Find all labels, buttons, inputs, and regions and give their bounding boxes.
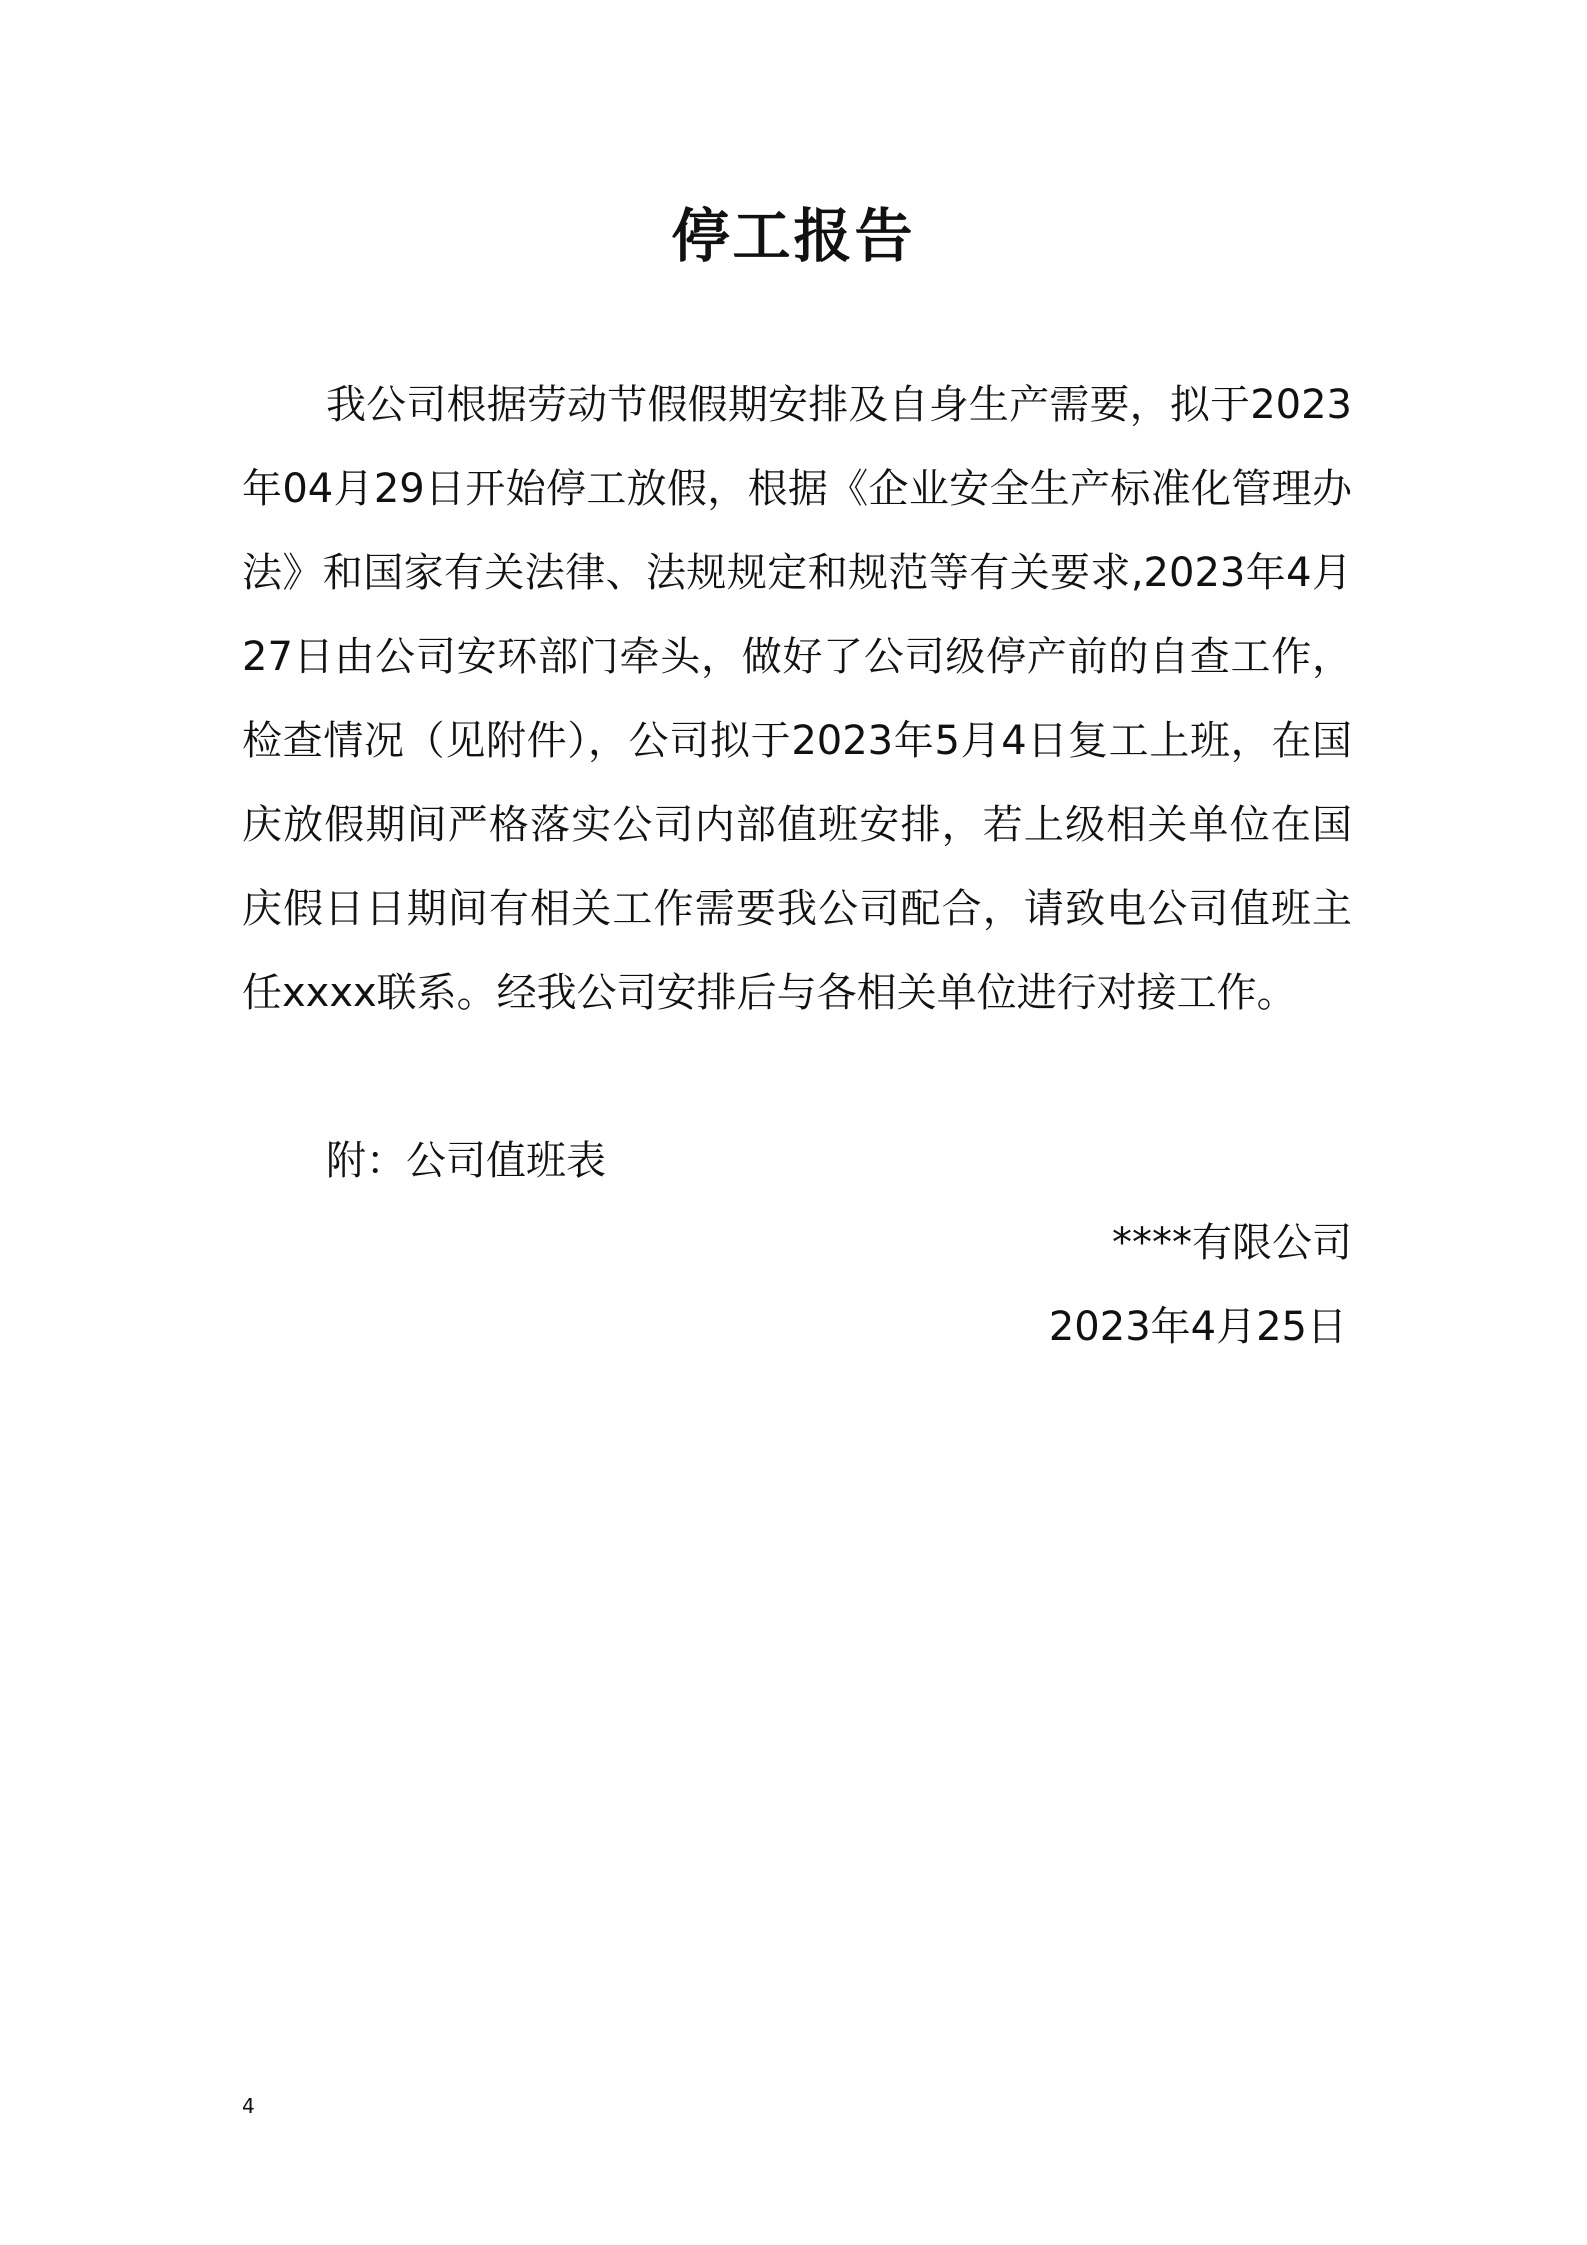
document-title: 停工报告: [671, 202, 916, 270]
document-date: 2023年4月25日: [1048, 1304, 1347, 1350]
attachment-line: 附：公司值班表: [326, 1138, 606, 1184]
body-paragraph: 我公司根据劳动节假假期安排及自身生产需要，拟于2023年04月29日开始停工放假，根据《企业安全生产标准化管理办法》和国家有关法律、法规规定和规范等有关要求,2023年4月27日由公司安环部门牵头，做好了公司级停产前的自查工作，检查情况（见附件），公司拟于2023年5月4日复工上班，在国庆放假期间严格落实公司内部值班安排，若上级相关单位在国庆假日日期间有相关工作需要我公司配合，请致电公司值班主任xxxx联系。经我公司安排后与各相关单位进行对接工作。: [242, 382, 1352, 1016]
company-signature: ****有限公司: [1112, 1220, 1352, 1266]
page-number: 4: [242, 2094, 255, 2118]
